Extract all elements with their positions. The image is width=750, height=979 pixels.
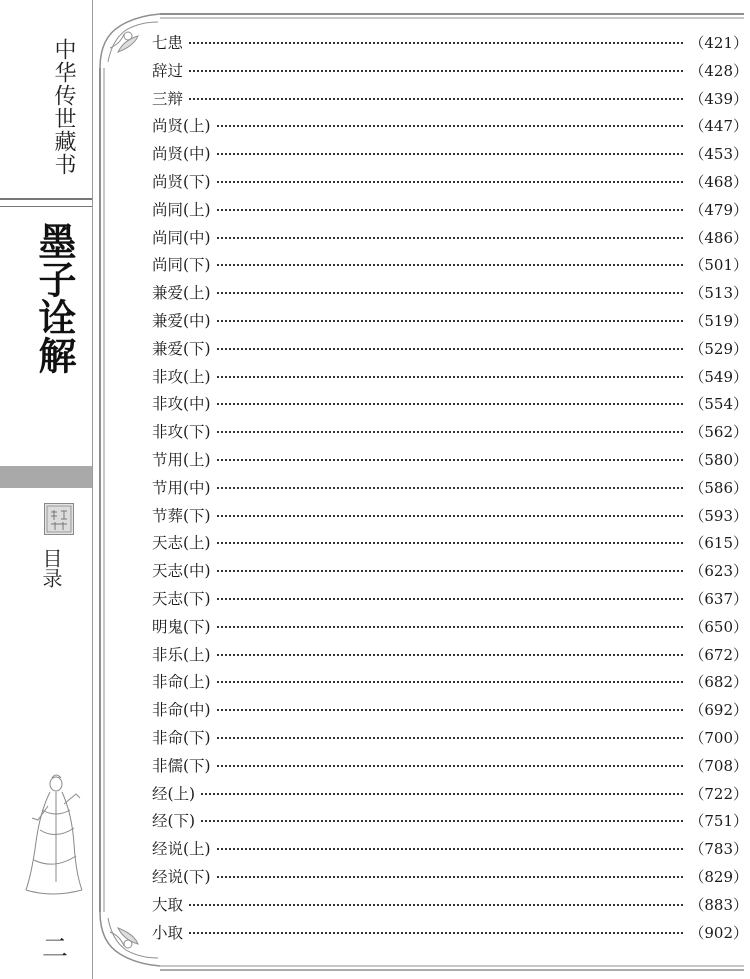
toc-leader-dots — [217, 569, 684, 572]
toc-entry — [152, 669, 748, 697]
sidebar-border-line — [92, 0, 93, 979]
toc-leader-dots — [189, 69, 683, 72]
toc-entry-page: （529） — [689, 339, 748, 358]
toc-entry-page: （513） — [689, 284, 748, 303]
toc-leader-dots — [217, 458, 684, 461]
toc-entry — [152, 169, 748, 197]
toc-entry — [152, 781, 748, 809]
toc-leader-dots — [217, 680, 684, 683]
section-label: 目录 — [39, 548, 63, 588]
toc-leader-dots — [189, 931, 683, 934]
toc-leader-dots — [217, 402, 684, 405]
toc-entry-title: 辞过 — [152, 61, 184, 80]
toc-entry-page: （615） — [689, 534, 748, 553]
toc-entry-title: 节葬(下) — [152, 506, 211, 525]
toc-entry-title: 明鬼(下) — [152, 617, 211, 636]
toc-entry-title: 兼爱(上) — [152, 284, 211, 303]
toc-entry-title: 非攻(中) — [152, 395, 211, 414]
toc-entry-title: 经说(上) — [152, 840, 211, 859]
toc-entry-page: （549） — [689, 367, 748, 386]
toc-entry-title: 经(下) — [152, 812, 196, 831]
toc-entry-title: 尚贤(上) — [152, 117, 211, 136]
toc-entry — [152, 697, 748, 725]
toc-entry-page: （580） — [689, 450, 748, 469]
toc-entry-page: （722） — [689, 784, 748, 803]
table-of-contents — [152, 30, 748, 947]
toc-entry-title: 节用(上) — [152, 450, 211, 469]
toc-entry-page: （672） — [689, 645, 748, 664]
toc-entry-title: 经说(下) — [152, 867, 211, 886]
sidebar — [0, 0, 92, 979]
toc-entry-title: 三辩 — [152, 89, 184, 108]
toc-entry — [152, 503, 748, 531]
toc-leader-dots — [217, 764, 684, 767]
toc-leader-dots — [217, 653, 684, 656]
toc-entry-title: 天志(下) — [152, 589, 211, 608]
toc-leader-dots — [217, 541, 684, 544]
toc-entry-title: 兼爱(中) — [152, 311, 211, 330]
toc-entry-page: （783） — [689, 840, 748, 859]
toc-entry-title: 非命(上) — [152, 673, 211, 692]
series-title: 中华传世藏书 — [51, 38, 76, 176]
toc-entry-page: （682） — [689, 673, 748, 692]
toc-entry-title: 经(上) — [152, 784, 196, 803]
toc-leader-dots — [217, 180, 684, 183]
toc-leader-dots — [217, 347, 684, 350]
toc-entry-title: 兼爱(下) — [152, 339, 211, 358]
toc-entry — [152, 280, 748, 308]
toc-entry — [152, 836, 748, 864]
toc-entry-page: （692） — [689, 701, 748, 720]
toc-entry-title: 尚贤(下) — [152, 172, 211, 191]
toc-entry — [152, 642, 748, 670]
sidebar-divider — [0, 198, 92, 207]
toc-leader-dots — [217, 486, 684, 489]
toc-entry-title: 天志(中) — [152, 562, 211, 581]
toc-entry-title: 非攻(下) — [152, 423, 211, 442]
toc-leader-dots — [217, 514, 684, 517]
toc-entry-page: （501） — [689, 256, 748, 275]
seal-stamp-icon — [44, 503, 74, 535]
toc-leader-dots — [189, 97, 683, 100]
toc-leader-dots — [217, 375, 684, 378]
toc-entry — [152, 252, 748, 280]
toc-entry — [152, 308, 748, 336]
toc-entry-page: （623） — [689, 562, 748, 581]
toc-entry-title: 非乐(上) — [152, 645, 211, 664]
toc-entry-page: （829） — [689, 867, 748, 886]
toc-entry — [152, 753, 748, 781]
toc-entry — [152, 58, 748, 86]
toc-leader-dots — [217, 291, 684, 294]
toc-leader-dots — [189, 903, 683, 906]
toc-entry — [152, 725, 748, 753]
toc-entry-page: （562） — [689, 423, 748, 442]
toc-entry — [152, 364, 748, 392]
toc-entry — [152, 391, 748, 419]
toc-entry-title: 七患 — [152, 34, 184, 52]
toc-entry — [152, 336, 748, 364]
toc-entry-page: （700） — [689, 728, 748, 747]
toc-leader-dots — [217, 263, 684, 266]
toc-entry-title: 非攻(上) — [152, 367, 211, 386]
toc-entry — [152, 419, 748, 447]
toc-entry — [152, 530, 748, 558]
toc-entry — [152, 808, 748, 836]
toc-entry — [152, 86, 748, 114]
toc-entry — [152, 225, 748, 253]
toc-entry — [152, 197, 748, 225]
toc-entry-page: （883） — [689, 895, 748, 914]
toc-entry-title: 非命(下) — [152, 728, 211, 747]
toc-entry — [152, 558, 748, 586]
toc-entry-page: （439） — [689, 89, 748, 108]
scholar-figure-illustration — [12, 770, 88, 900]
toc-leader-dots — [217, 847, 684, 850]
toc-entry — [152, 864, 748, 892]
toc-entry-page: （479） — [689, 200, 748, 219]
toc-entry-page: （650） — [689, 617, 748, 636]
toc-leader-dots — [217, 736, 684, 739]
toc-entry — [152, 920, 748, 948]
toc-entry-title: 尚同(下) — [152, 256, 211, 275]
toc-entry — [152, 586, 748, 614]
toc-entry — [152, 475, 748, 503]
toc-entry — [152, 30, 748, 58]
toc-entry-title: 尚贤(中) — [152, 145, 211, 164]
toc-entry-title: 大取 — [152, 895, 184, 914]
toc-entry-page: （902） — [689, 923, 748, 942]
toc-entry — [152, 141, 748, 169]
page-number: 二 — [41, 934, 68, 964]
toc-leader-dots — [201, 792, 683, 795]
toc-entry-page: （637） — [689, 589, 748, 608]
toc-entry-title: 天志(上) — [152, 534, 211, 553]
toc-leader-dots — [217, 236, 684, 239]
toc-entry-page: （586） — [689, 478, 748, 497]
toc-entry-page: （593） — [689, 506, 748, 525]
toc-entry — [152, 614, 748, 642]
toc-leader-dots — [217, 597, 684, 600]
book-title: 墨子诠解 — [32, 222, 76, 374]
toc-entry-title: 小取 — [152, 923, 184, 942]
toc-entry-page: （554） — [689, 395, 748, 414]
toc-entry-title: 非命(中) — [152, 701, 211, 720]
toc-entry-page: （428） — [689, 61, 748, 80]
toc-entry-page: （751） — [689, 812, 748, 831]
toc-entry-page: （519） — [689, 311, 748, 330]
toc-entry — [152, 447, 748, 475]
toc-entry-page: （486） — [689, 228, 748, 247]
toc-entry — [152, 892, 748, 920]
toc-leader-dots — [217, 708, 684, 711]
toc-entry-page: （447） — [689, 117, 748, 136]
toc-leader-dots — [189, 41, 683, 44]
toc-leader-dots — [217, 152, 684, 155]
toc-entry-page: （468） — [689, 172, 748, 191]
toc-entry-page: （421） — [689, 34, 748, 52]
toc-leader-dots — [217, 625, 684, 628]
toc-leader-dots — [217, 208, 684, 211]
toc-entry-title: 节用(中) — [152, 478, 211, 497]
toc-leader-dots — [201, 819, 683, 822]
toc-leader-dots — [217, 319, 684, 322]
toc-entry-title: 尚同(中) — [152, 228, 211, 247]
toc-entry — [152, 113, 748, 141]
toc-leader-dots — [217, 875, 684, 878]
sidebar-grey-band — [0, 466, 92, 488]
toc-leader-dots — [217, 124, 684, 127]
toc-entry-page: （708） — [689, 756, 748, 775]
toc-entry-title: 尚同(上) — [152, 200, 211, 219]
toc-leader-dots — [217, 430, 684, 433]
toc-entry-page: （453） — [689, 145, 748, 164]
toc-entry-title: 非儒(下) — [152, 756, 211, 775]
